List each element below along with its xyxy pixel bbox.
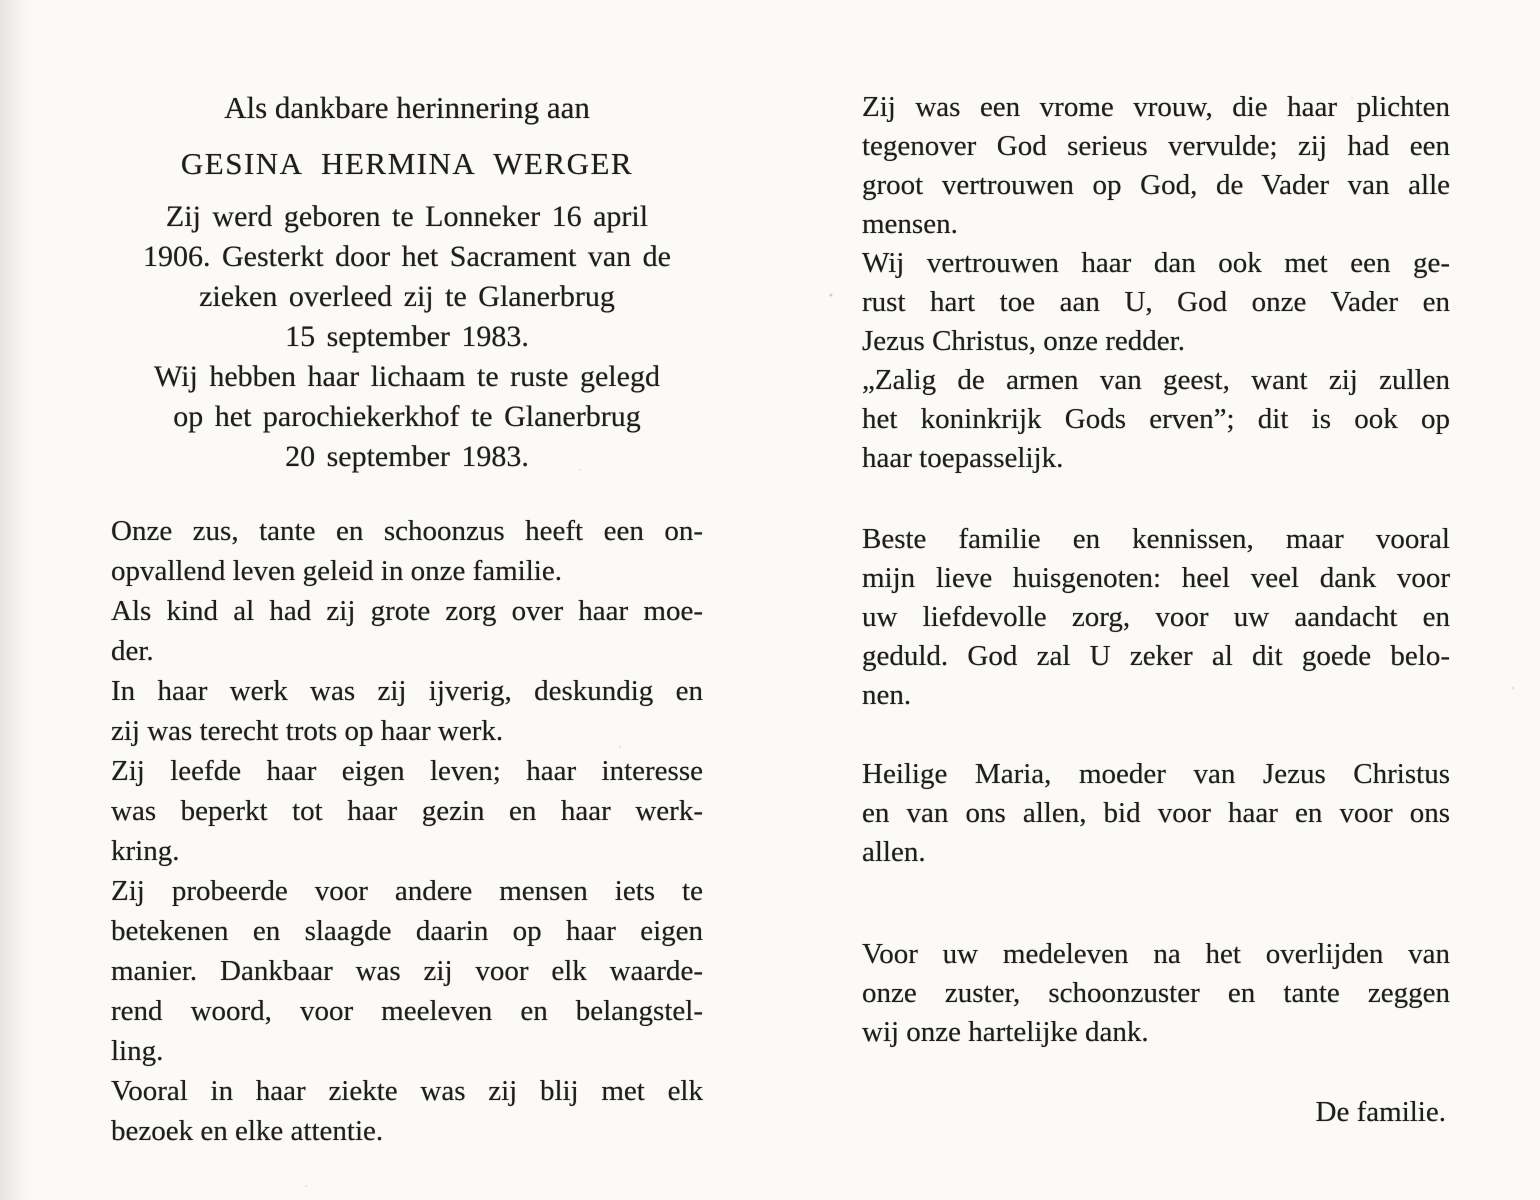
paragraph bbox=[111, 871, 703, 1071]
condolence-thanks-paragraph bbox=[862, 935, 1450, 1052]
text-line: uw liefdevolle zorg, voor uw aandacht en bbox=[862, 601, 1450, 633]
text-line: rust hart toe aan U, God onze Vader en bbox=[862, 286, 1450, 318]
paragraph bbox=[862, 361, 1450, 478]
text-line: groot vertrouwen op God, de Vader van alle bbox=[862, 169, 1450, 201]
text-line: rend woord, voor meeleven en belangstel- bbox=[111, 995, 703, 1027]
text-line: manier. Dankbaar was zij voor elk waarde- bbox=[111, 955, 703, 987]
text-line: ling. bbox=[111, 1035, 164, 1067]
text-line: Zij leefde haar eigen leven; haar interesse bbox=[111, 755, 703, 787]
text-line: tegenover God serieus vervulde; zij had een bbox=[862, 130, 1450, 162]
birth-death-block: Zij werd geboren te Lonneker 16 april 1906. Gesterkt door het Sacrament van de zieken overleed zij te Glanerbrug 15 september 1983. Wij hebben haar lichaam te ruste gelegd op het parochiekerkhof te Glanerbrug 20 september 1983. bbox=[142, 200, 671, 473]
paragraph bbox=[862, 520, 1450, 715]
text-line: wij onze hartelijke dank. bbox=[862, 1016, 1149, 1048]
intro-line: Als dankbare herinnering aan bbox=[224, 90, 590, 125]
right-column bbox=[862, 88, 1450, 1132]
paragraph bbox=[111, 1071, 703, 1151]
left-column bbox=[111, 88, 703, 1151]
left-body-text bbox=[111, 511, 703, 1151]
text-line: In haar werk was zij ijverig, deskundig en bbox=[111, 675, 703, 707]
paragraph bbox=[111, 591, 703, 671]
text-line: zij was terecht trots op haar werk. bbox=[111, 715, 504, 747]
text-line: der. bbox=[111, 635, 154, 667]
paragraph bbox=[862, 88, 1450, 244]
text-line: Vooral in haar ziekte was zij blij met elk bbox=[111, 1075, 703, 1107]
paragraph bbox=[862, 244, 1450, 361]
text-line: Heilige Maria, moeder van Jezus Christus bbox=[862, 758, 1450, 790]
text-line: mijn lieve huisgenoten: heel veel dank voor bbox=[862, 562, 1450, 594]
paragraph bbox=[111, 511, 703, 591]
text-line: geduld. God zal U zeker al dit goede belo- bbox=[862, 640, 1450, 672]
right-body-text-top bbox=[862, 88, 1450, 478]
paragraph bbox=[862, 935, 1450, 1052]
thanks-paragraph bbox=[862, 520, 1450, 715]
text-line: haar toepasselijk. bbox=[862, 442, 1064, 474]
text-line: onze zuster, schoonzuster en tante zeggen bbox=[862, 977, 1450, 1009]
paragraph bbox=[111, 751, 703, 871]
text-line: Voor uw medeleven na het overlijden van bbox=[862, 938, 1450, 970]
text-line: was beperkt tot haar gezin en haar werk- bbox=[111, 795, 703, 827]
text-line: Zij was een vrome vrouw, die haar plichten bbox=[862, 91, 1450, 123]
text-line: Jezus Christus, onze redder. bbox=[862, 325, 1185, 357]
text-line: Wij vertrouwen haar dan ook met een ge- bbox=[862, 247, 1450, 279]
text-line: Zij probeerde voor andere mensen iets te bbox=[111, 875, 703, 907]
maria-prayer-paragraph bbox=[862, 755, 1450, 872]
text-line: en van ons allen, bid voor haar en voor ons bbox=[862, 797, 1450, 829]
text-line: Beste familie en kennissen, maar vooral bbox=[862, 523, 1450, 555]
signature: De familie. bbox=[1315, 1096, 1446, 1128]
paragraph bbox=[111, 671, 703, 751]
text-line: het koninkrijk Gods erven”; dit is ook op bbox=[862, 403, 1450, 435]
text-line: bezoek en elke attentie. bbox=[111, 1115, 384, 1147]
text-line: „Zalig de armen van geest, want zij zullen bbox=[862, 364, 1450, 396]
text-line: allen. bbox=[862, 836, 926, 868]
text-line: Onze zus, tante en schoonzus heeft een on- bbox=[111, 515, 703, 547]
deceased-name: GESINA HERMINA WERGER bbox=[180, 146, 634, 181]
text-line: kring. bbox=[111, 835, 180, 867]
text-line: betekenen en slaagde daarin op haar eigen bbox=[111, 915, 703, 947]
text-line: nen. bbox=[862, 679, 912, 711]
text-line: Als kind al had zij grote zorg over haar moe- bbox=[111, 595, 703, 627]
text-line: opvallend leven geleid in onze familie. bbox=[111, 555, 562, 587]
paragraph bbox=[862, 755, 1450, 872]
text-line: mensen. bbox=[862, 208, 958, 240]
